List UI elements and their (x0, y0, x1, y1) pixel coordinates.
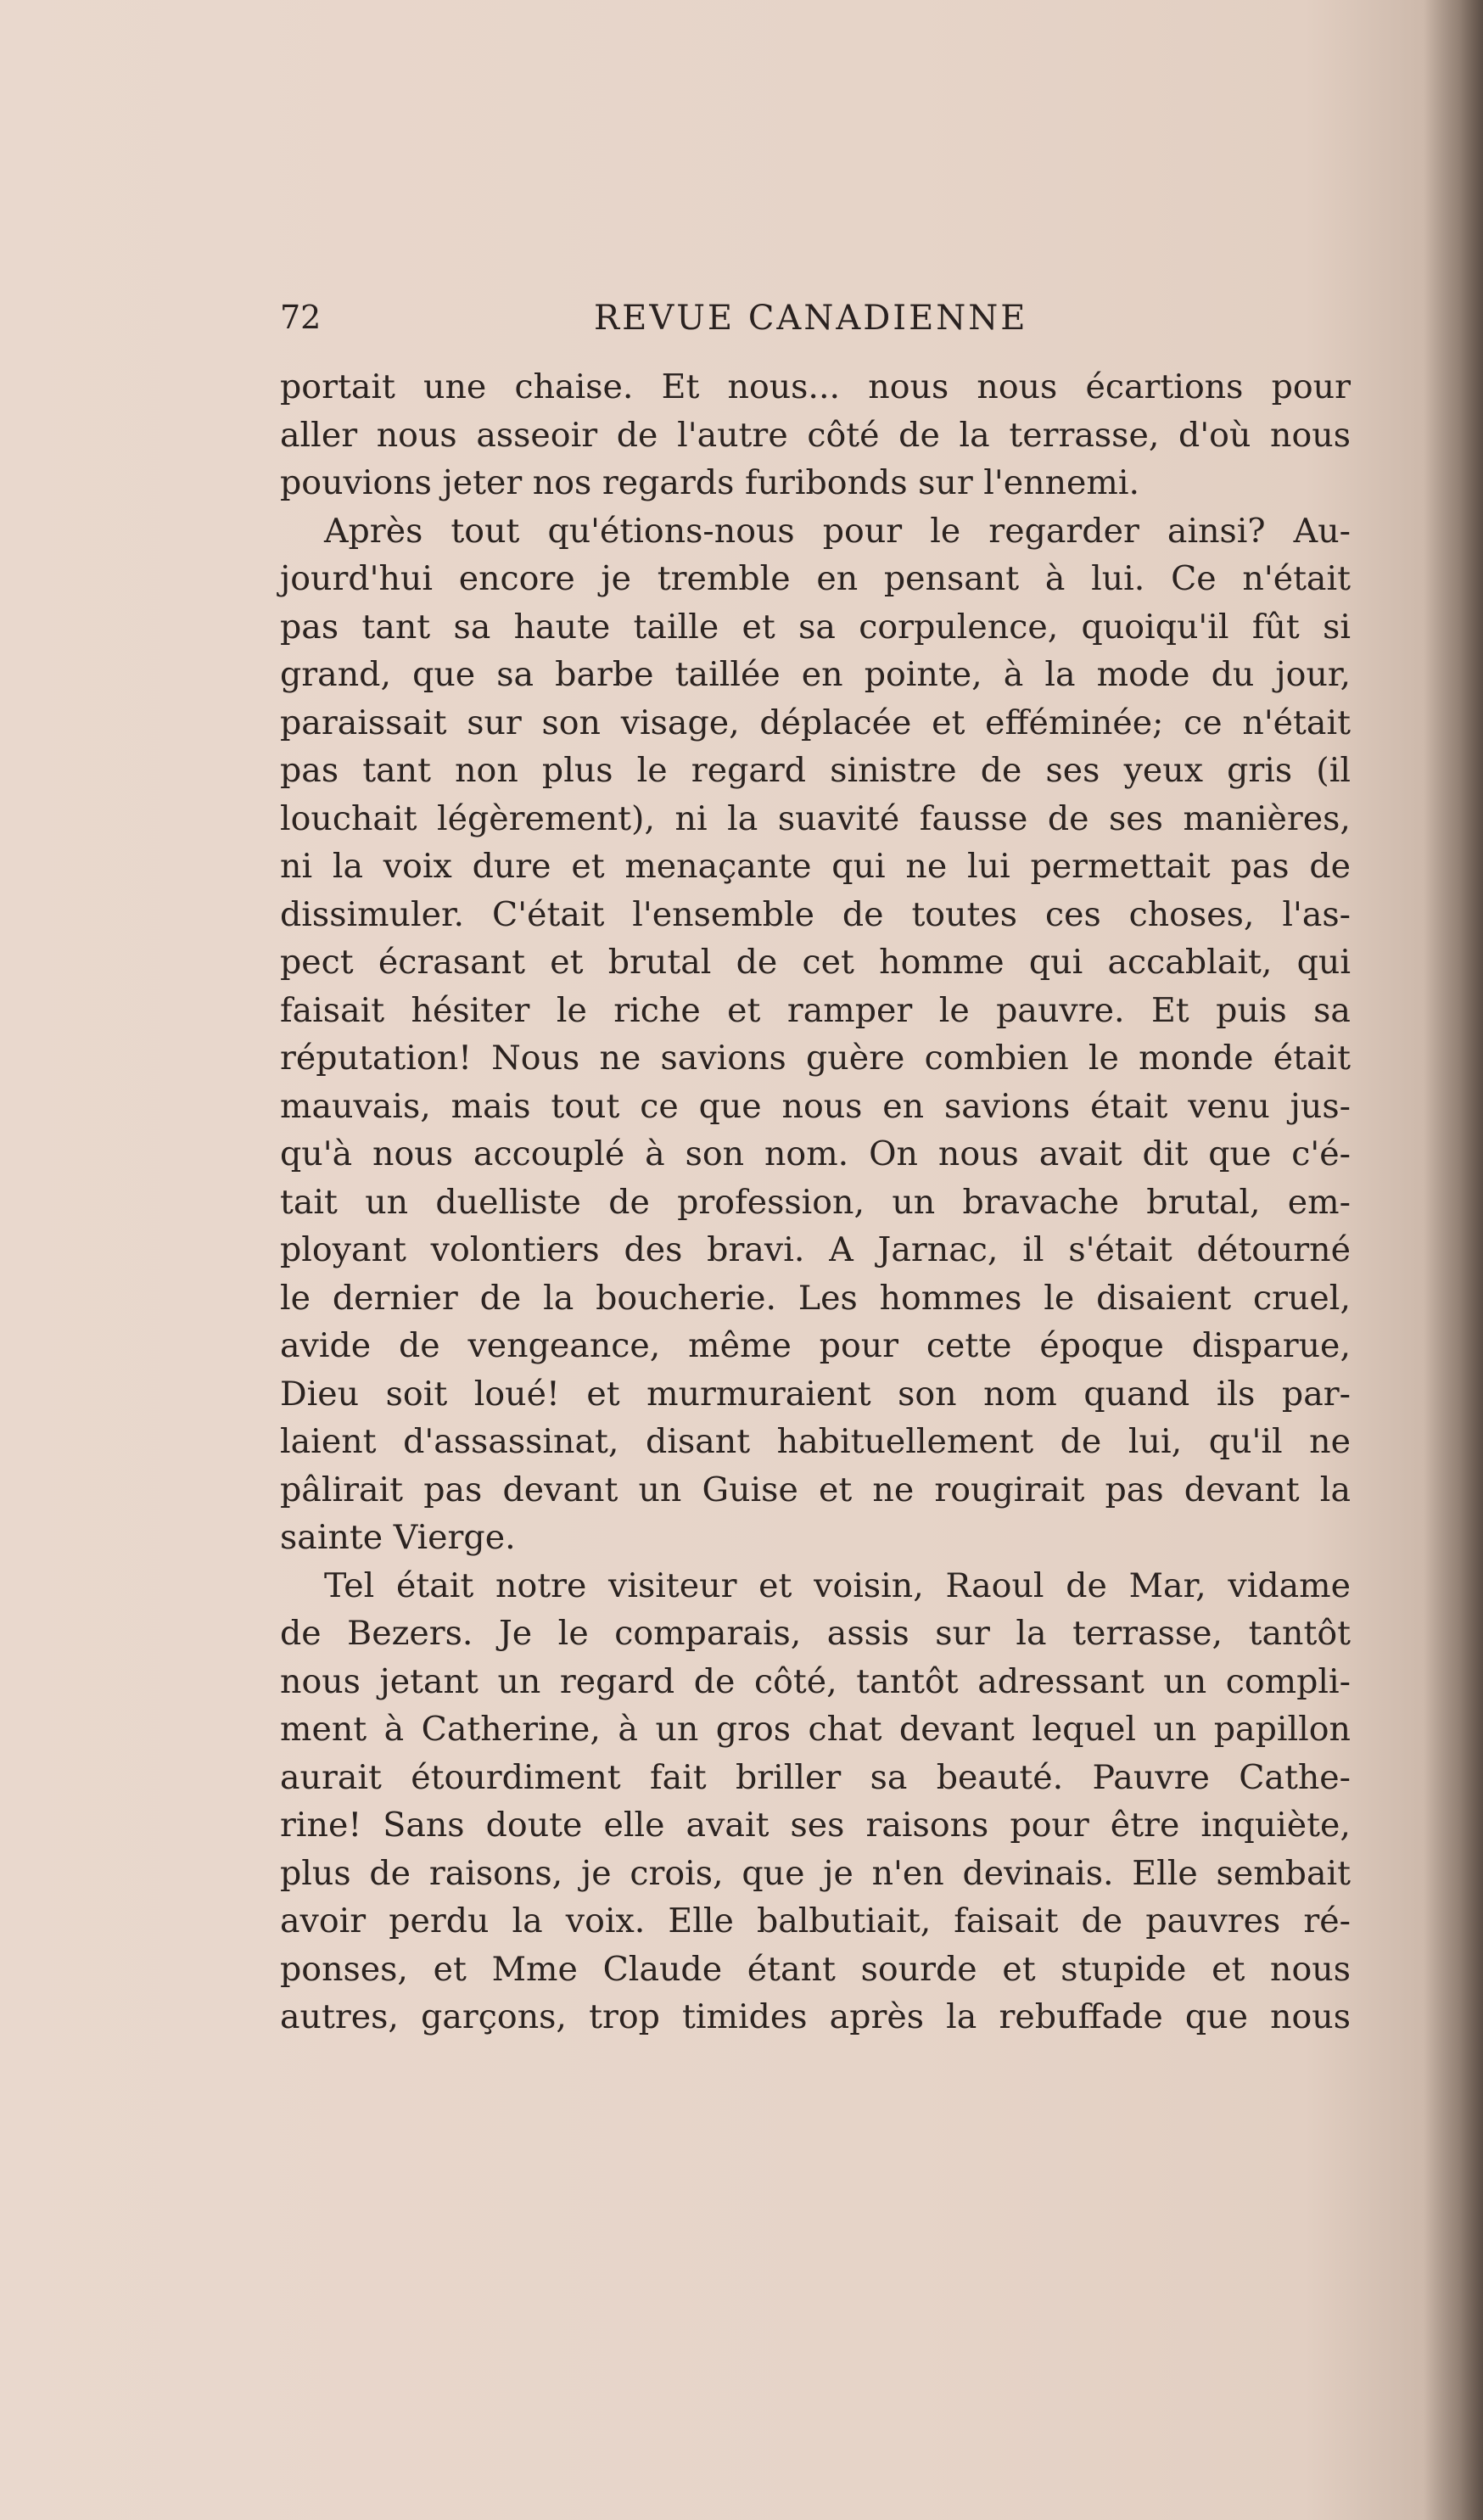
text-line: portait une chaise. Et nous... nous nous écartions pour (280, 367, 1351, 406)
text-line: pâlirait pas devant un Guise et ne rougirait pas devant la (280, 1470, 1351, 1509)
body-text (280, 363, 1351, 2041)
text-line: Après tout qu'étions-nous pour le regarder ainsi? Au- (324, 511, 1351, 551)
text-line: tait un duelliste de profession, un bravache brutal, em- (280, 1182, 1351, 1222)
text-line: rine! Sans doute elle avait ses raisons pour être inquiète, (280, 1806, 1351, 1845)
text-line: aurait étourdiment fait briller sa beauté. Pauvre Cathe- (280, 1757, 1351, 1797)
text-line: pas tant sa haute taille et sa corpulence, quoiqu'il fût si (280, 607, 1351, 647)
text-line: réputation! Nous ne savions guère combien le monde était (280, 1039, 1351, 1078)
running-title: REVUE CANADIENNE (594, 299, 1028, 338)
text-line: faisait hésiter le riche et ramper le pauvre. Et puis sa (280, 990, 1351, 1030)
text-line: de Bezers. Je le comparais, assis sur la terrasse, tantôt (280, 1614, 1351, 1653)
text-line: ponses, et Mme Claude étant sourde et stupide et nous (280, 1949, 1351, 1989)
page-header (280, 299, 1340, 350)
text-line: nous jetant un regard de côté, tantôt adressant un compli- (280, 1661, 1351, 1701)
text-line: dissimuler. C'était l'ensemble de toutes ces choses, l'as- (280, 894, 1351, 934)
text-line: laient d'assassinat, disant habituellement de lui, qu'il ne (280, 1422, 1351, 1461)
text-line: qu'à nous accouplé à son nom. On nous avait dit que c'é- (280, 1134, 1351, 1173)
text-line: grand, que sa barbe taillée en pointe, à la mode du jour, (280, 655, 1351, 694)
text-line: aller nous asseoir de l'autre côté de la terrasse, d'où nous (280, 415, 1351, 455)
text-line: ni la voix dure et menaçante qui ne lui permettait pas de (280, 847, 1351, 886)
text-line: autres, garçons, trop timides après la rebuffade que nous (280, 1997, 1351, 2036)
text-line: avoir perdu la voix. Elle balbutiait, faisait de pauvres ré- (280, 1901, 1351, 1940)
text-line: paraissait sur son visage, déplacée et efféminée; ce n'était (280, 703, 1351, 742)
text-line: ment à Catherine, à un gros chat devant lequel un papillon (280, 1710, 1351, 1749)
text-line: Tel était notre visiteur et voisin, Raoul de Mar, vidame (324, 1565, 1351, 1605)
text-line: ployant volontiers des bravi. A Jarnac, il s'était détourné (280, 1230, 1351, 1269)
text-line: louchait légèrement), ni la suavité fausse de ses manières, (280, 798, 1351, 838)
text-line: plus de raisons, je crois, que je n'en devinais. Elle sembait (280, 1853, 1351, 1893)
page-gutter-shadow (1424, 0, 1483, 2520)
text-line: pouvions jeter nos regards furibonds sur l'ennemi. (280, 463, 1140, 502)
text-line: sainte Vierge. (280, 1518, 516, 1557)
text-line: pect écrasant et brutal de cet homme qui accablait, qui (280, 943, 1351, 982)
text-line: avide de vengeance, même pour cette époque disparue, (280, 1326, 1351, 1365)
text-line: pas tant non plus le regard sinistre de ses yeux gris (il (280, 751, 1351, 790)
page-number: 72 (280, 299, 322, 336)
text-line: le dernier de la boucherie. Les hommes le disaient cruel, (280, 1278, 1351, 1318)
text-line: jourd'hui encore je tremble en pensant à lui. Ce n'était (280, 559, 1351, 598)
text-line: Dieu soit loué! et murmuraient son nom quand ils par- (280, 1374, 1351, 1414)
text-line: mauvais, mais tout ce que nous en savions était venu jus- (280, 1086, 1351, 1126)
